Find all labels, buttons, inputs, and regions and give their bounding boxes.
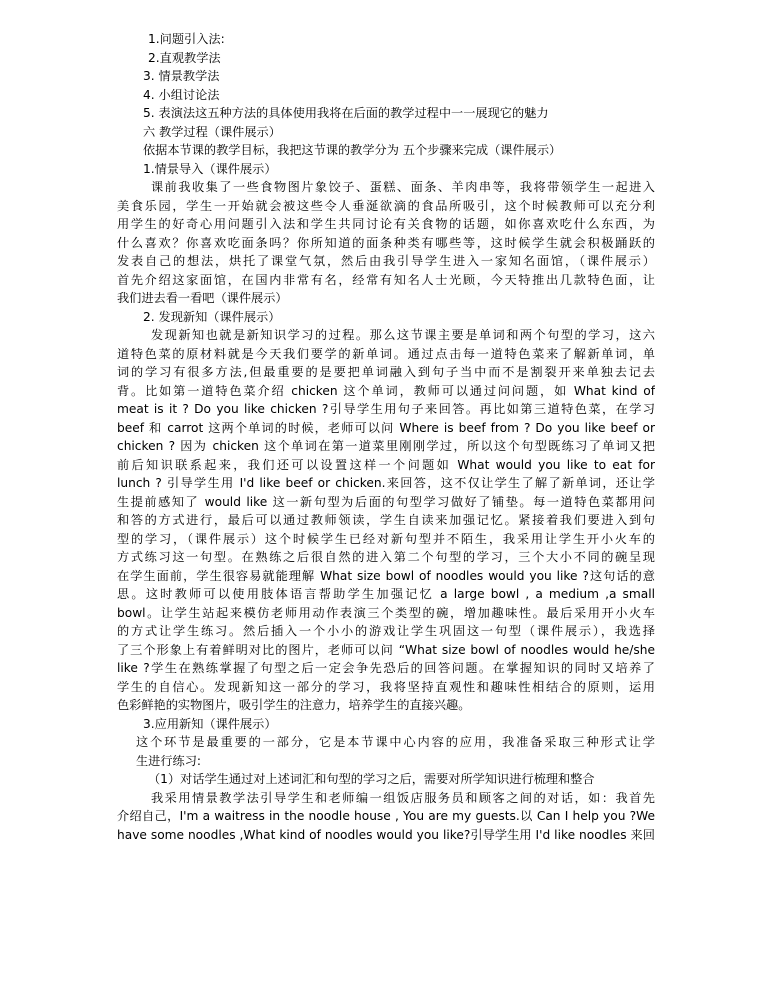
text-line: 2.直观教学法 bbox=[148, 50, 221, 65]
text-line: 的方式让学生练习。然后插入一个小小的游戏让学生巩固这一句型（课件展示），我选择 bbox=[117, 624, 655, 638]
text-line: 生进行练习: bbox=[136, 753, 202, 768]
text-line: 2. 发现新知（课件展示） bbox=[143, 309, 281, 324]
text-line: 首先介绍这家面馆，在国内非常有名，经常有知名人士光顾，今天特推出几款特色面，让 bbox=[117, 272, 655, 287]
text-line: 方式练习这一句型。在熟练之后很自然的进入第二个句型的学习，三个大小不同的碗呈现 bbox=[117, 550, 655, 564]
text-line: 发表自己的想法，烘托了课堂气氛，然后由我引导学生进入一家知名面馆，（课件展示） bbox=[117, 254, 655, 268]
text-line: meat is it ? Do you like chicken ?引导学生用句子来回答。再比如第三道特色菜，在学习 bbox=[117, 402, 655, 416]
text-line: 依据本节课的教学目标，我把这节课的教学分为 五个步骤来完成（课件展示） bbox=[143, 143, 562, 157]
text-line: have some noodles ,What kind of noodles would you like?引导学生用 I'd like noodles 来回 bbox=[117, 827, 655, 842]
text-line: 用学生的好奇心用问题引入法和学生共同讨论有关食物的话题，如你喜欢吃什么东西，为 bbox=[117, 217, 655, 231]
text-line: 前后知识联系起来，我们还可以设置这样一个问题如 What would you like to eat for bbox=[117, 457, 655, 472]
text-line: 4. 小组讨论法 bbox=[143, 87, 220, 102]
text-line: beef 和 carrot 这两个单词的时候，老师可以问 Where is beef from ? Do you like beef or bbox=[117, 420, 655, 435]
text-line: 我采用情景教学法引导学生和老师编一组饭店服务员和顾客之间的对话，如：我首先 bbox=[151, 790, 655, 805]
text-line: 思。这时教师可以使用肢体语言帮助学生加强记忆 a large bowl , a medium ,a small bbox=[117, 587, 655, 601]
text-line: bowl。让学生站起来模仿老师用动作表演三个类型的碗，增加趣味性。最后采用开小火车 bbox=[117, 605, 655, 620]
text-line: 介绍自己，I'm a waitress in the noodle house , You are my guests.以 Can I help you ?We bbox=[117, 809, 655, 823]
text-line: 了三个形象上有着鲜明对比的图片，老师可以问 “What size bowl of noodles would he/she bbox=[117, 642, 655, 657]
text-line: 3. 情景教学法 bbox=[143, 69, 220, 83]
text-line: 什么喜欢？你喜欢吃面条吗？你所知道的面条种类有哪些等，这时候学生就会积极踊跃的 bbox=[117, 235, 655, 250]
text-line: 和答的方式进行，最后可以通过教师领读，学生自读来加强记忆。紧接着我们要进入到句 bbox=[117, 513, 655, 527]
text-line: 色彩鲜艳的实物图片，吸引学生的注意力，培养学生的直接兴趣。 bbox=[117, 698, 471, 712]
text-line: 1.情景导入（课件展示） bbox=[143, 161, 277, 176]
text-line: （1）对话学生通过对上述词汇和句型的学习之后，需要对所学知识进行梳理和整合 bbox=[148, 772, 595, 786]
text-line: 生提前感知了 would like 这一新句型为后面的句型学习做好了铺垫。每一道特色菜都用问 bbox=[117, 494, 655, 509]
text-line: like ?学生在熟练掌握了句型之后一定会争先恐后的回答问题。在掌握知识的同时又培养了 bbox=[117, 661, 655, 675]
text-line: 在学生面前，学生很容易就能理解 What size bowl of noodles would you like ?这句话的意 bbox=[117, 568, 655, 583]
text-line: 发现新知也就是新知识学习的过程。那么这节课主要是单词和两个句型的学习，这六 bbox=[151, 328, 655, 342]
text-line: chicken ? 因为 chicken 这个单词在第一道菜里刚刚学过，所以这个句型既练习了单词又把 bbox=[117, 439, 655, 453]
text-line: 我们进去看一看吧（课件展示） bbox=[117, 291, 288, 305]
text-line: 六 教学过程（课件展示） bbox=[143, 124, 281, 139]
text-line: 词的学习有很多方法,但最重要的是要把单词融入到句子当中而不是割裂开来单独去记去 bbox=[117, 365, 655, 379]
text-line: 5. 表演法这五种方法的具体使用我将在后面的教学过程中一一展现它的魅力 bbox=[143, 106, 549, 120]
text-line: 型的学习，（课件展示）这个时候学生已经对新句型并不陌生，我采用让学生开小火车的 bbox=[117, 531, 655, 546]
text-line: 1.问题引入法: bbox=[148, 32, 225, 46]
text-line: 3.应用新知（课件展示） bbox=[143, 716, 277, 731]
text-line: 美食乐园，学生一开始就会被这些令人垂涎欲滴的食品所吸引，这个时候教师可以充分利 bbox=[117, 198, 655, 213]
text-line: lunch ? 引导学生用 I'd like beef or chicken.来回答，这不仅让学生了解了新单词，还让学 bbox=[117, 476, 655, 490]
text-line: 这个环节是最重要的一部分，它是本节课中心内容的应用，我准备采取三种形式让学 bbox=[136, 735, 655, 749]
text-line: 道特色菜的原材料就是今天我们要学的新单词。通过点击每一道特色菜来了解新单词，单 bbox=[117, 346, 655, 361]
document-page bbox=[117, 30, 655, 844]
text-line: 背。比如第一道特色菜介绍 chicken 这个单词，教师可以通过问问题，如 What kind of bbox=[117, 383, 655, 398]
text-line: 课前我收集了一些食物图片象饺子、蛋糕、面条、羊肉串等，我将带领学生一起进入 bbox=[151, 180, 655, 194]
text-line: 学生的自信心。发现新知这一部分的学习，我将坚持直观性和趣味性相结合的原则，运用 bbox=[117, 679, 655, 694]
